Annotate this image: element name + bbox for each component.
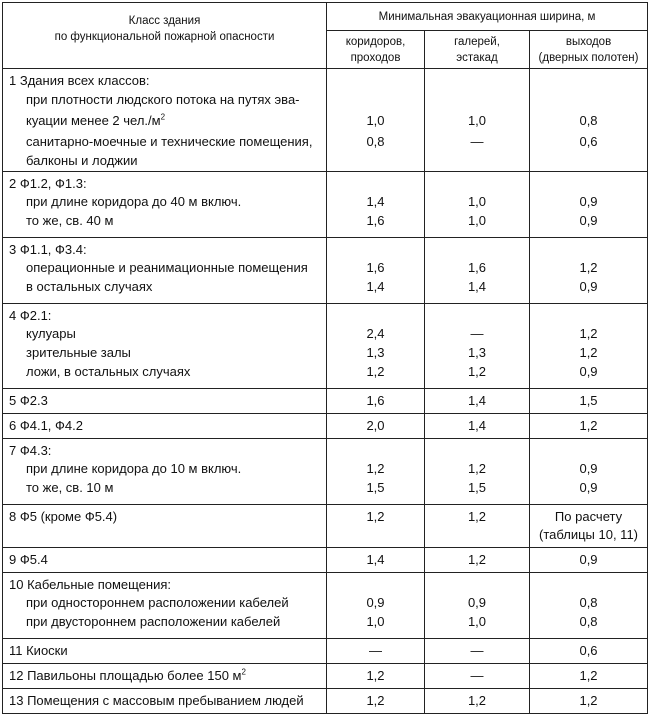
value	[327, 526, 424, 545]
value	[327, 642, 424, 661]
evacuation-width-table	[2, 2, 648, 714]
gallery-width-cell	[425, 388, 530, 413]
row-title-text: 9 Ф5.4	[9, 551, 48, 567]
gallery-width-cell	[425, 638, 530, 663]
building-class-cell	[3, 237, 327, 303]
value-text: 1,4	[467, 279, 487, 295]
value-text: 0,8	[579, 595, 598, 611]
row-title	[9, 241, 326, 260]
value-text: 1,0	[467, 614, 487, 630]
row-item-label	[9, 193, 326, 212]
value-text: 1,2	[366, 363, 385, 379]
header-exits-line: (дверных полотен)	[538, 51, 639, 64]
value	[425, 667, 529, 686]
value-text: 2,4	[366, 326, 385, 342]
value-text: 1,2	[467, 692, 487, 708]
value-spacer	[327, 175, 424, 194]
corridor-width-cell	[327, 504, 425, 547]
row-item-label-text: санитарно-моечные и технические помещения,	[26, 134, 313, 150]
value-text: —	[369, 642, 382, 658]
row-item-label	[9, 91, 326, 110]
value	[425, 594, 529, 613]
value	[327, 344, 424, 363]
header-exits-line: выходов	[565, 35, 612, 48]
value	[530, 363, 647, 382]
value	[530, 460, 647, 479]
value	[327, 417, 424, 436]
value-text: 0,8	[366, 134, 385, 150]
header-class-text	[3, 13, 326, 45]
value-spacer	[530, 307, 647, 326]
row-item-label	[9, 109, 326, 133]
value	[425, 212, 529, 231]
value-text: 1,2	[366, 692, 385, 708]
table-row	[3, 438, 648, 504]
corridor-width-cell	[327, 303, 425, 388]
row-title	[9, 692, 326, 711]
value-text: 1,4	[366, 279, 385, 295]
value-spacer	[327, 307, 424, 326]
value-text: —	[470, 667, 484, 683]
value	[327, 613, 424, 632]
gallery-width-cell	[425, 237, 530, 303]
value	[327, 109, 424, 133]
header-corridors	[327, 31, 425, 69]
row-item-label-text: ложи, в остальных случаях	[26, 363, 191, 379]
row-item-label	[9, 479, 326, 498]
value	[425, 642, 529, 661]
value	[425, 526, 529, 545]
value-spacer	[425, 175, 529, 194]
row-title	[9, 576, 326, 595]
value-text: 1,0	[467, 213, 487, 229]
value	[425, 392, 529, 411]
value-text: 1,2	[579, 345, 598, 361]
row-item-label	[9, 278, 326, 297]
row-title	[9, 72, 326, 91]
value-spacer	[425, 576, 529, 595]
value	[327, 392, 424, 411]
value-text: 1,3	[366, 345, 385, 361]
value-text: 1,2	[366, 508, 385, 524]
header-exits	[530, 31, 648, 69]
building-class-cell	[3, 69, 327, 172]
table-row	[3, 638, 648, 663]
exit-width-cell	[530, 69, 648, 172]
value-text: —	[470, 642, 484, 658]
exit-width-cell	[530, 547, 648, 572]
corridor-width-cell	[327, 388, 425, 413]
row-item-label-text: куации менее 2 чел./м	[26, 113, 161, 129]
header-corridors-line: коридоров,	[345, 35, 406, 48]
corridor-width-cell	[327, 547, 425, 572]
value-text: 1,3	[467, 345, 487, 361]
value-text: По расчету	[554, 508, 623, 524]
row-title-text: 10 Кабельные помещения:	[9, 576, 172, 592]
value-text: 0,8	[579, 113, 598, 129]
value-text: 1,2	[579, 667, 598, 683]
value	[327, 133, 424, 152]
header-group: Минимальная эвакуационная ширина, м	[327, 3, 648, 31]
value-spacer	[425, 442, 529, 461]
row-item-label	[9, 344, 326, 363]
header-galleries	[425, 31, 530, 69]
value-text: 0,9	[579, 480, 598, 496]
value-text: 0,8	[579, 614, 598, 630]
value-text: 0,9	[579, 194, 598, 210]
table-row	[3, 69, 648, 172]
table-row	[3, 663, 648, 688]
value-text: 2,0	[366, 417, 385, 433]
value-text: 1,5	[366, 480, 385, 496]
header-galleries-line: эстакад	[456, 51, 498, 64]
value	[425, 344, 529, 363]
value-text: —	[470, 326, 484, 342]
value	[327, 363, 424, 382]
row-item-label	[9, 325, 326, 344]
value-text: 1,2	[579, 326, 598, 342]
building-class-cell	[3, 638, 327, 663]
value-spacer	[530, 442, 647, 461]
value	[425, 692, 529, 711]
row-title-text: 3 Ф1.1, Ф3.4:	[9, 241, 87, 257]
corridor-width-cell	[327, 663, 425, 688]
value-text: 1,4	[366, 194, 385, 210]
gallery-width-cell	[425, 413, 530, 438]
table-row	[3, 572, 648, 638]
superscript: 2	[160, 113, 166, 123]
building-class-cell	[3, 438, 327, 504]
row-item-label	[9, 152, 326, 171]
exit-width-cell	[530, 237, 648, 303]
table-row	[3, 547, 648, 572]
header-class-column	[3, 3, 327, 69]
row-item-label-text: при одностороннем расположении кабелей	[26, 595, 289, 611]
value	[530, 212, 647, 231]
value-spacer	[425, 241, 529, 260]
value-text: 1,4	[366, 551, 385, 567]
corridor-width-cell	[327, 438, 425, 504]
value-text: 1,2	[579, 260, 598, 276]
row-item-label	[9, 133, 326, 152]
value-text: 1,6	[467, 260, 487, 276]
gallery-width-cell	[425, 303, 530, 388]
value-text: 1,2	[467, 508, 487, 524]
value-text: 1,6	[366, 213, 385, 229]
value-spacer	[530, 241, 647, 260]
building-class-cell	[3, 413, 327, 438]
value-text: 1,2	[579, 692, 598, 708]
value	[530, 642, 647, 661]
value-text: 0,9	[579, 279, 598, 295]
row-title	[9, 551, 326, 570]
value	[425, 133, 529, 152]
table-row	[3, 504, 648, 547]
exit-width-cell	[530, 413, 648, 438]
row-item-label-text: при плотности людского потока на путях эва-	[26, 91, 300, 107]
value	[327, 692, 424, 711]
row-item-label-text: при двустороннем расположении кабелей	[26, 614, 281, 630]
value	[327, 551, 424, 570]
value	[530, 109, 647, 133]
value-spacer	[530, 175, 647, 194]
gallery-width-cell	[425, 69, 530, 172]
value	[530, 613, 647, 632]
building-class-cell	[3, 303, 327, 388]
header-class-line: по функциональной пожарной опасности	[54, 31, 275, 43]
row-item-label	[9, 594, 326, 613]
corridor-width-cell	[327, 69, 425, 172]
building-class-cell	[3, 171, 327, 237]
value-spacer	[327, 442, 424, 461]
value-text: 1,5	[579, 392, 598, 408]
value	[425, 91, 529, 110]
value	[327, 460, 424, 479]
value	[530, 133, 647, 152]
value	[425, 460, 529, 479]
corridor-width-cell	[327, 638, 425, 663]
value	[425, 259, 529, 278]
corridor-width-cell	[327, 413, 425, 438]
value	[530, 325, 647, 344]
building-class-cell	[3, 388, 327, 413]
row-item-label-text: то же, св. 10 м	[26, 480, 114, 496]
row-item-label	[9, 259, 326, 278]
row-title-text: 8 Ф5 (кроме Ф5.4)	[9, 508, 118, 524]
gallery-width-cell	[425, 663, 530, 688]
exit-width-cell	[530, 171, 648, 237]
row-item-label-text: при длине коридора до 10 м включ.	[26, 461, 242, 477]
value-text: 1,4	[467, 417, 487, 433]
value	[425, 152, 529, 171]
value	[327, 325, 424, 344]
value	[327, 212, 424, 231]
superscript: 2	[241, 667, 246, 677]
value	[327, 152, 424, 171]
value	[530, 344, 647, 363]
row-item-label-text: то же, св. 40 м	[26, 213, 114, 229]
value	[530, 594, 647, 613]
table-row	[3, 413, 648, 438]
value	[425, 508, 529, 527]
value	[425, 479, 529, 498]
building-class-cell	[3, 504, 327, 547]
value-text: 1,2	[366, 461, 385, 477]
row-item-label	[9, 212, 326, 231]
row-title	[9, 642, 326, 661]
value	[530, 692, 647, 711]
value-text: 1,0	[366, 113, 385, 129]
value-text: 1,0	[467, 113, 487, 129]
value	[530, 479, 647, 498]
value-text: 0,6	[579, 134, 598, 150]
gallery-width-cell	[425, 438, 530, 504]
row-title	[9, 307, 326, 326]
value	[530, 152, 647, 171]
value-text: 1,6	[366, 260, 385, 276]
row-item-label-text: зрительные залы	[26, 345, 131, 361]
table-row	[3, 388, 648, 413]
gallery-width-cell	[425, 547, 530, 572]
row-item-label	[9, 460, 326, 479]
value	[530, 526, 647, 545]
header-galleries-line: галерей,	[454, 35, 500, 48]
value-text: 1,2	[467, 461, 487, 477]
row-item-label-text: кулуары	[26, 326, 76, 342]
value-text: 0,9	[579, 461, 598, 477]
value-text: 1,4	[467, 392, 487, 408]
value	[425, 417, 529, 436]
value-text: (таблицы 10, 11)	[539, 527, 639, 543]
table-row	[3, 237, 648, 303]
value	[327, 193, 424, 212]
exit-width-cell	[530, 388, 648, 413]
value-text: 0,9	[579, 551, 598, 567]
row-item-label-text: операционные и реанимационные помещения	[26, 260, 308, 276]
building-class-cell	[3, 547, 327, 572]
row-title-text: 7 Ф4.3:	[9, 442, 52, 458]
value-text: 1,0	[366, 614, 385, 630]
gallery-width-cell	[425, 504, 530, 547]
header-corridors-line: проходов	[350, 51, 401, 64]
value	[530, 508, 647, 527]
value-text: 1,2	[467, 363, 487, 379]
corridor-width-cell	[327, 572, 425, 638]
value	[530, 259, 647, 278]
value-spacer	[530, 576, 647, 595]
row-title	[9, 392, 326, 411]
value	[327, 259, 424, 278]
value-text: 1,0	[467, 194, 487, 210]
value	[425, 551, 529, 570]
value	[327, 667, 424, 686]
row-title	[9, 667, 326, 686]
exit-width-cell	[530, 663, 648, 688]
row-title-text: 5 Ф2.3	[9, 392, 48, 408]
row-item-label-text: в остальных случаях	[26, 279, 153, 295]
header-class-line: Класс здания	[128, 15, 201, 27]
table-row	[3, 171, 648, 237]
value	[425, 278, 529, 297]
value-text: 1,6	[366, 392, 385, 408]
value-text: 1,2	[579, 417, 598, 433]
building-class-cell	[3, 572, 327, 638]
value-text: 0,9	[579, 213, 598, 229]
value	[530, 417, 647, 436]
row-item-label	[9, 363, 326, 382]
row-title-text: 2 Ф1.2, Ф1.3:	[9, 175, 87, 191]
value	[425, 325, 529, 344]
value-text: —	[470, 134, 484, 150]
value	[425, 363, 529, 382]
row-title	[9, 175, 326, 194]
value	[327, 508, 424, 527]
value-spacer	[327, 72, 424, 91]
corridor-width-cell	[327, 171, 425, 237]
value-text: 0,9	[467, 595, 487, 611]
row-title-text: 1 Здания всех классов:	[9, 73, 150, 88]
table-row	[3, 303, 648, 388]
building-class-cell	[3, 663, 327, 688]
row-title-text: 13 Помещения с массовым пребыванием людей	[9, 692, 304, 708]
value-spacer	[327, 576, 424, 595]
exit-width-cell	[530, 638, 648, 663]
exit-width-cell	[530, 572, 648, 638]
value	[327, 278, 424, 297]
row-title	[9, 508, 326, 527]
value-text: 0,9	[579, 363, 598, 379]
exit-width-cell	[530, 303, 648, 388]
value	[530, 193, 647, 212]
value	[530, 392, 647, 411]
exit-width-cell	[530, 438, 648, 504]
row-title-text: 11 Киоски	[9, 642, 68, 658]
value	[425, 109, 529, 133]
exit-width-cell	[530, 504, 648, 547]
value	[327, 594, 424, 613]
row-item-label	[9, 613, 326, 632]
row-title	[9, 442, 326, 461]
gallery-width-cell	[425, 572, 530, 638]
value	[530, 667, 647, 686]
row-title-text: 4 Ф2.1:	[9, 307, 52, 323]
value	[327, 479, 424, 498]
value	[530, 91, 647, 110]
value-text: 1,2	[467, 551, 487, 567]
row-item-label-text: при длине коридора до 40 м включ.	[26, 194, 242, 210]
row-title-text: 12 Павильоны площадью более 150 м	[9, 667, 242, 683]
value-text: 1,2	[366, 667, 385, 683]
value	[425, 613, 529, 632]
value	[327, 91, 424, 110]
value-spacer	[425, 307, 529, 326]
row-title	[9, 417, 326, 436]
value	[530, 278, 647, 297]
gallery-width-cell	[425, 171, 530, 237]
value-text: 0,9	[366, 595, 385, 611]
value-spacer	[530, 72, 647, 91]
value	[530, 551, 647, 570]
value-text: 0,6	[579, 642, 598, 658]
row-title-text: 6 Ф4.1, Ф4.2	[9, 417, 83, 433]
corridor-width-cell	[327, 237, 425, 303]
value	[425, 193, 529, 212]
value-text: 1,5	[467, 480, 487, 496]
value-spacer	[425, 72, 529, 91]
value-spacer	[327, 241, 424, 260]
row-item-label-text: балконы и лоджии	[26, 153, 138, 169]
